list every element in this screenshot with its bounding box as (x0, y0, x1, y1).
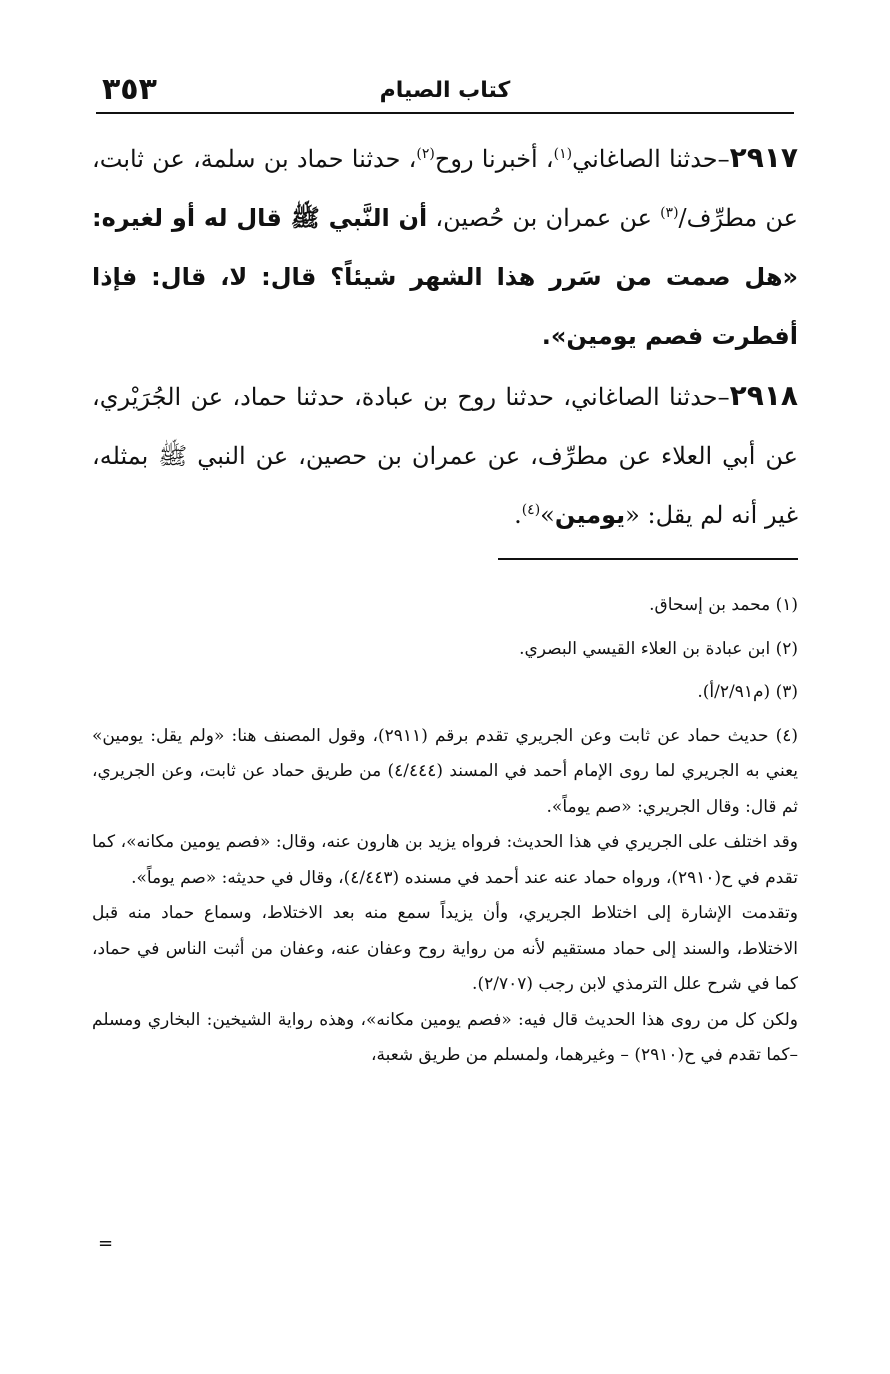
footnote-4: (٤) حديث حماد عن ثابت وعن الجريري تقدم برقم (٢٩١١)، وقول المصنف هنا: «ولم يقل: يومين» يعني به الجريري لما روى الإمام أحمد في المسند (٤/٤٤٤) من طريق حماد عن ثابت، وعن الجريري، ثم قال: وقال الجريري: «صم يوماً». (92, 725, 799, 817)
footnote-4-paragraph: ولكن كل من روى هذا الحديث قال فيه: «فصم يومين مكانه»، وهذه رواية الشيخين: البخاري ومسلم –كما تقدم في ح(٢٩١٠) – وغيرهما، ولمسلم من طريق شعبة، (92, 1009, 798, 1065)
footnote-3: (٣) (م٢/٩١/أ). (697, 682, 798, 702)
footnote-ref[interactable]: (٤) (521, 502, 541, 518)
hadith-2917 (92, 128, 798, 366)
running-title: كتاب الصيام (379, 78, 511, 103)
hadith-number: ٢٩١٧ (729, 141, 799, 174)
footnotes (92, 588, 798, 1074)
hadith-text: –حدثنا الصاغاني (572, 145, 730, 173)
page-number: ٣٥٣ (102, 72, 157, 107)
footnote-4-paragraph: وتقدمت الإشارة إلى اختلاط الجريري، وأن يزيداً سمع منه بعد الاختلاط، وسماع حماد منه قبل الاختلاط، والسند إلى حماد مستقيم لأنه من رواية روح وعفان عنه، وعفان من أثبت الناس في حماد، كما في شرح علل الترمذي لابن رجب (٢/٧٠٧). (92, 903, 798, 994)
footnote-ref[interactable]: (٢) (416, 146, 435, 162)
hadith-text: . (514, 501, 522, 529)
continuation-mark: = (98, 1233, 114, 1254)
hadith-text: عن عمران بن حُصين، (427, 204, 661, 232)
hadith-text: ، أخبرنا روح (434, 145, 554, 173)
footnote-ref[interactable]: (١) (553, 146, 573, 162)
page-header (96, 66, 794, 114)
footnote-2: (٢) ابن عبادة بن العلاء القيسي البصري. (519, 638, 798, 659)
footnote-4-paragraph: وقد اختلف على الجريري في هذا الحديث: فرواه يزيد بن هارون عنه، وقال: «فصم يومين مكانه»، كما تقدم في ح(٢٩١٠)، ورواه حماد عنه عند أحمد في مسنده (٤/٤٤٣)، وقال في حديثه: «صم يوماً». (92, 832, 798, 888)
main-text (92, 128, 798, 545)
footnote-ref[interactable]: (٣) (660, 205, 679, 221)
hadith-text: ، حدثنا حماد بن سلمة، عن ثابت، عن مطرِّف/ (92, 145, 798, 232)
hadith-text: » (540, 501, 555, 529)
footnote-1: (١) محمد بن إسحاق. (649, 595, 798, 615)
hadith-2918 (92, 366, 798, 545)
hadith-matn: أن النَّبي ﷺ قال له أو لغيره: «هل صمت من سَرر هذا الشهر شيئاً؟ قال: لا، قال: فإذا أفطرت فصم يومين». (92, 204, 798, 350)
hadith-text: –حدثنا الصاغاني، حدثنا روح بن عبادة، حدثنا حماد، عن الجُرَيْري، عن أبي العلاء عن مطرِّف، عن عمران بن حصين، عن النبي ﷺ بمثله، غير أنه لم يقل: « (92, 383, 798, 529)
footnote-divider (498, 558, 798, 560)
hadith-matn: يومين (554, 501, 626, 529)
hadith-number: ٢٩١٨ (729, 379, 798, 412)
